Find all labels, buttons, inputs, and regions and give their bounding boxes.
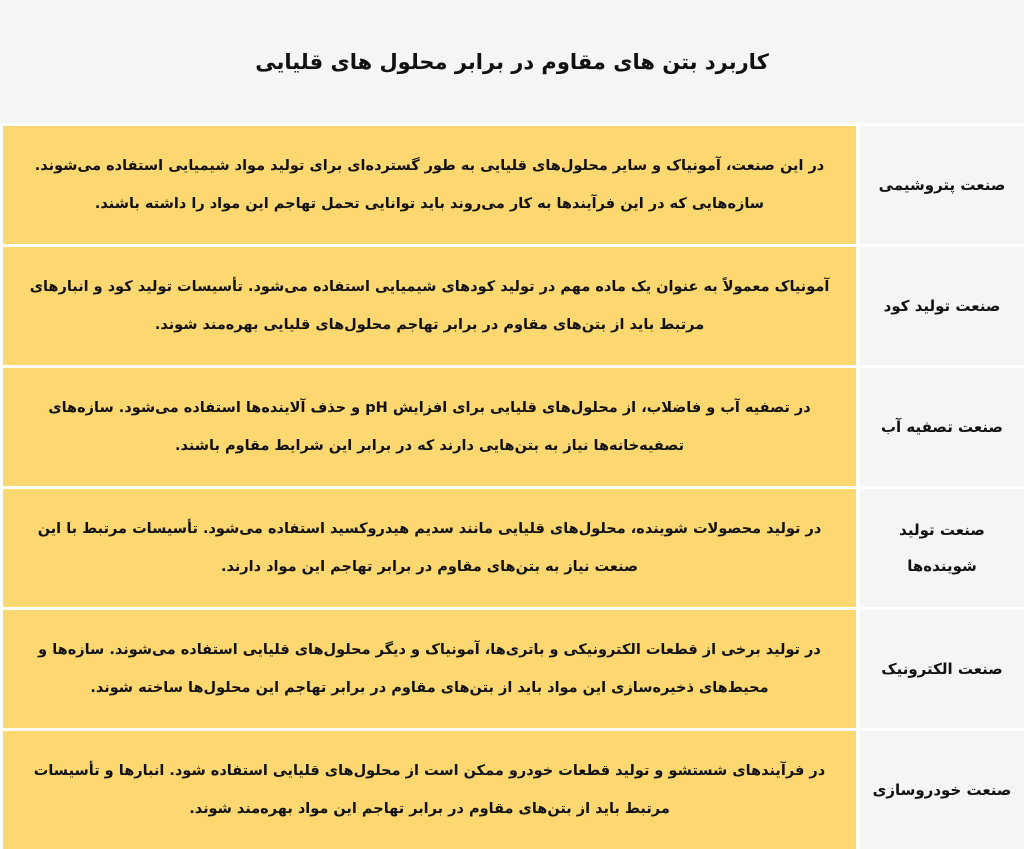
table-row [0,731,1024,849]
industry-cell: صنعت پتروشیمی [860,126,1024,244]
applications-table [0,126,1024,849]
industry-cell: صنعت الکترونیک [860,610,1024,728]
industry-cell: صنعت تولید شوینده‌ها [860,489,1024,607]
description-cell: آمونیاک معمولاً به عنوان یک ماده مهم در تولید کودهای شیمیایی استفاده می‌شود. تأسیسات تولید کود و انبارهای مرتبط باید از بتن‌های مقاوم در برابر تهاجم محلول‌های قلیایی بهره‌مند شوند. [3,247,856,365]
table-row [0,126,1024,244]
table-title: کاربرد بتن های مقاوم در برابر محلول های قلیایی [255,49,769,74]
description-cell: در تصفیه آب و فاضلاب، از محلول‌های قلیایی برای افزایش pH و حذف آلاینده‌ها استفاده می‌شود. سازه‌های تصفیه‌خانه‌ها نیاز به بتن‌هایی دارند که در برابر این شرایط مقاوم باشند. [3,368,856,486]
description-cell: در تولید برخی از قطعات الکترونیکی و باتری‌ها، آمونیاک و دیگر محلول‌های قلیایی استفاده می‌شوند. سازه‌ها و محیط‌های ذخیره‌سازی این مواد باید از بتن‌های مقاوم در برابر تهاجم این محلول‌ها ساخته شوند. [3,610,856,728]
industry-cell: صنعت تولید کود [860,247,1024,365]
table-row [0,368,1024,486]
table-row [0,489,1024,607]
description-cell: در تولید محصولات شوینده، محلول‌های قلیایی مانند سدیم هیدروکسید استفاده می‌شود. تأسیسات مرتبط با این صنعت نیاز به بتن‌های مقاوم در برابر تهاجم این مواد دارند. [3,489,856,607]
industry-cell: صنعت تصفیه آب [860,368,1024,486]
table-header [0,0,1024,123]
table-row [0,247,1024,365]
table-row [0,610,1024,728]
industry-cell: صنعت خودروسازی [860,731,1024,849]
description-cell: در این صنعت، آمونیاک و سایر محلول‌های قلیایی به طور گسترده‌ای برای تولید مواد شیمیایی استفاده می‌شوند. سازه‌هایی که در این فرآیندها به کار می‌روند باید توانایی تحمل تهاجم این مواد را داشته باشند. [3,126,856,244]
description-cell: در فرآیندهای شستشو و تولید قطعات خودرو ممکن است از محلول‌های قلیایی استفاده شود. انبارها و تأسیسات مرتبط باید از بتن‌های مقاوم در برابر تهاجم این مواد بهره‌مند شوند. [3,731,856,849]
